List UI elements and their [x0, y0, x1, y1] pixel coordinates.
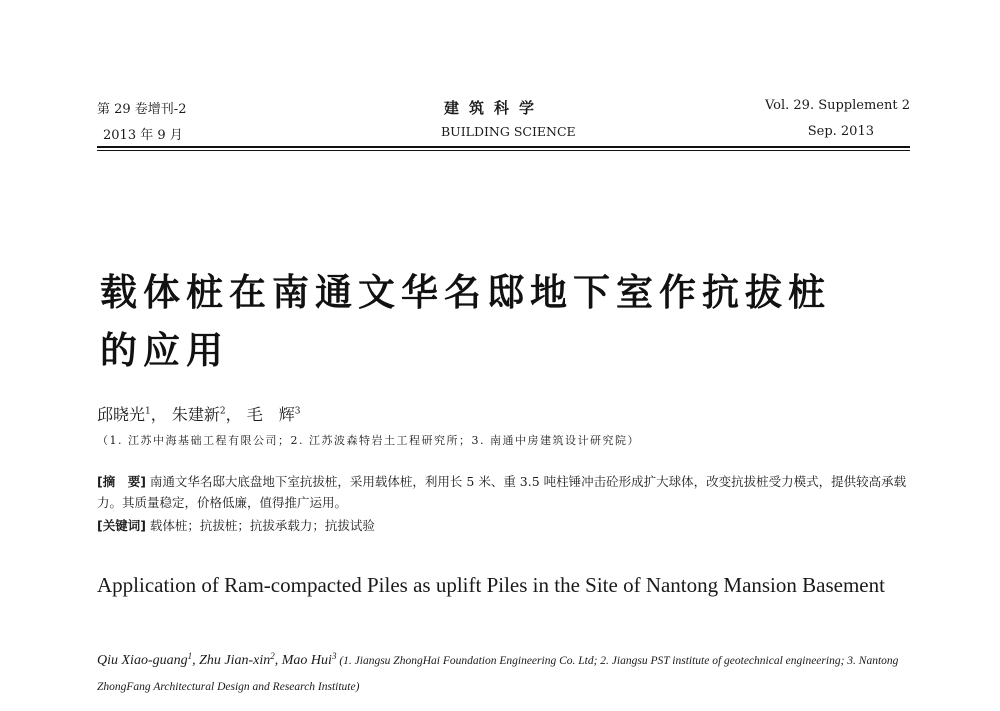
author-en-3-affil: 3 [331, 651, 337, 661]
author-cn-1: 邱晓光 [97, 405, 146, 424]
journal-name-en: BUILDING SCIENCE [441, 124, 576, 139]
author-cn-2: 朱建新 [171, 405, 220, 424]
authors-cn: 邱晓光$^1$， 朱建新$^2$， 毛 辉$^3$ [97, 405, 301, 424]
date-cn: 2013 年 9 月 [103, 128, 183, 143]
author-cn-2-affil: 2 [219, 406, 226, 417]
author-en-1-affil: 1 [187, 651, 193, 661]
abstract-cn [97, 471, 912, 513]
authors-en: Qiu Xiao-guang$^1$, Zhu Jian-xin$^2$, Mao Hui$^3$ (1. Jiangsu ZhongHai Foundation Engineering Co. Ltd; 2. Jiangsu PST institute of geotechnical engineering; 3. Nantong ZhongFang Architectural Design and Research Institute) [97, 651, 899, 693]
affiliations-en: (1. Jiangsu ZhongHai Foundation Engineering Co. Ltd; 2. Jiangsu PST institute of geotechnical engineering; 3. Nantong ZhongFang Architectural Design and Research Institute) [97, 654, 899, 693]
volume-issue-en: Vol. 29. Supplement 2 [764, 98, 910, 113]
abstract-label: [摘 要] [97, 474, 146, 489]
journal-name-cn: 建筑科学 [444, 99, 545, 117]
abstract-text: 南通文华名邸大底盘地下室抗拔桩，采用载体桩，利用长 5 米、重 3.5 吨柱锤冲击砼形成扩大球体，改变抗拔桩受力模式，提供较高承载力。其质量稳定，价格低廉，值得推广运用。 [97, 474, 907, 510]
author-en-2: Zhu Jian-xin [199, 652, 271, 668]
author-en-3: Mao Hui [281, 652, 332, 668]
keywords-cn [97, 515, 912, 536]
paper-title-cn-line1: 载体桩在南通文华名邸地下室作抗拔桩 [100, 271, 831, 314]
paper-title-en: Application of Ram-compacted Piles as uplift Piles in the Site of Nantong Mansion Basement [97, 573, 885, 597]
volume-issue-cn: 第 29 卷增刊-2 [97, 102, 187, 117]
keywords-label: [关键词] [97, 518, 146, 533]
author-en-1: Qiu Xiao-guang [97, 652, 188, 668]
affiliations-cn: （1. 江苏中海基础工程有限公司；2. 江苏波森特岩土工程研究所；3. 南通中房建筑设计研究院） [97, 434, 640, 447]
header-rule-bottom [97, 150, 910, 151]
keywords-text: 载体桩；抗拔桩；抗拔承载力；抗拔试验 [149, 518, 375, 533]
author-cn-3: 毛 辉 [246, 405, 295, 424]
author-en-2-affil: 2 [270, 651, 275, 661]
author-cn-3-affil: 3 [294, 406, 301, 417]
header-rule-top [97, 146, 910, 148]
date-en: Sep. 2013 [807, 124, 874, 139]
author-cn-1-affil: 1 [145, 406, 151, 417]
paper-title-cn-line2: 的应用 [100, 329, 229, 372]
